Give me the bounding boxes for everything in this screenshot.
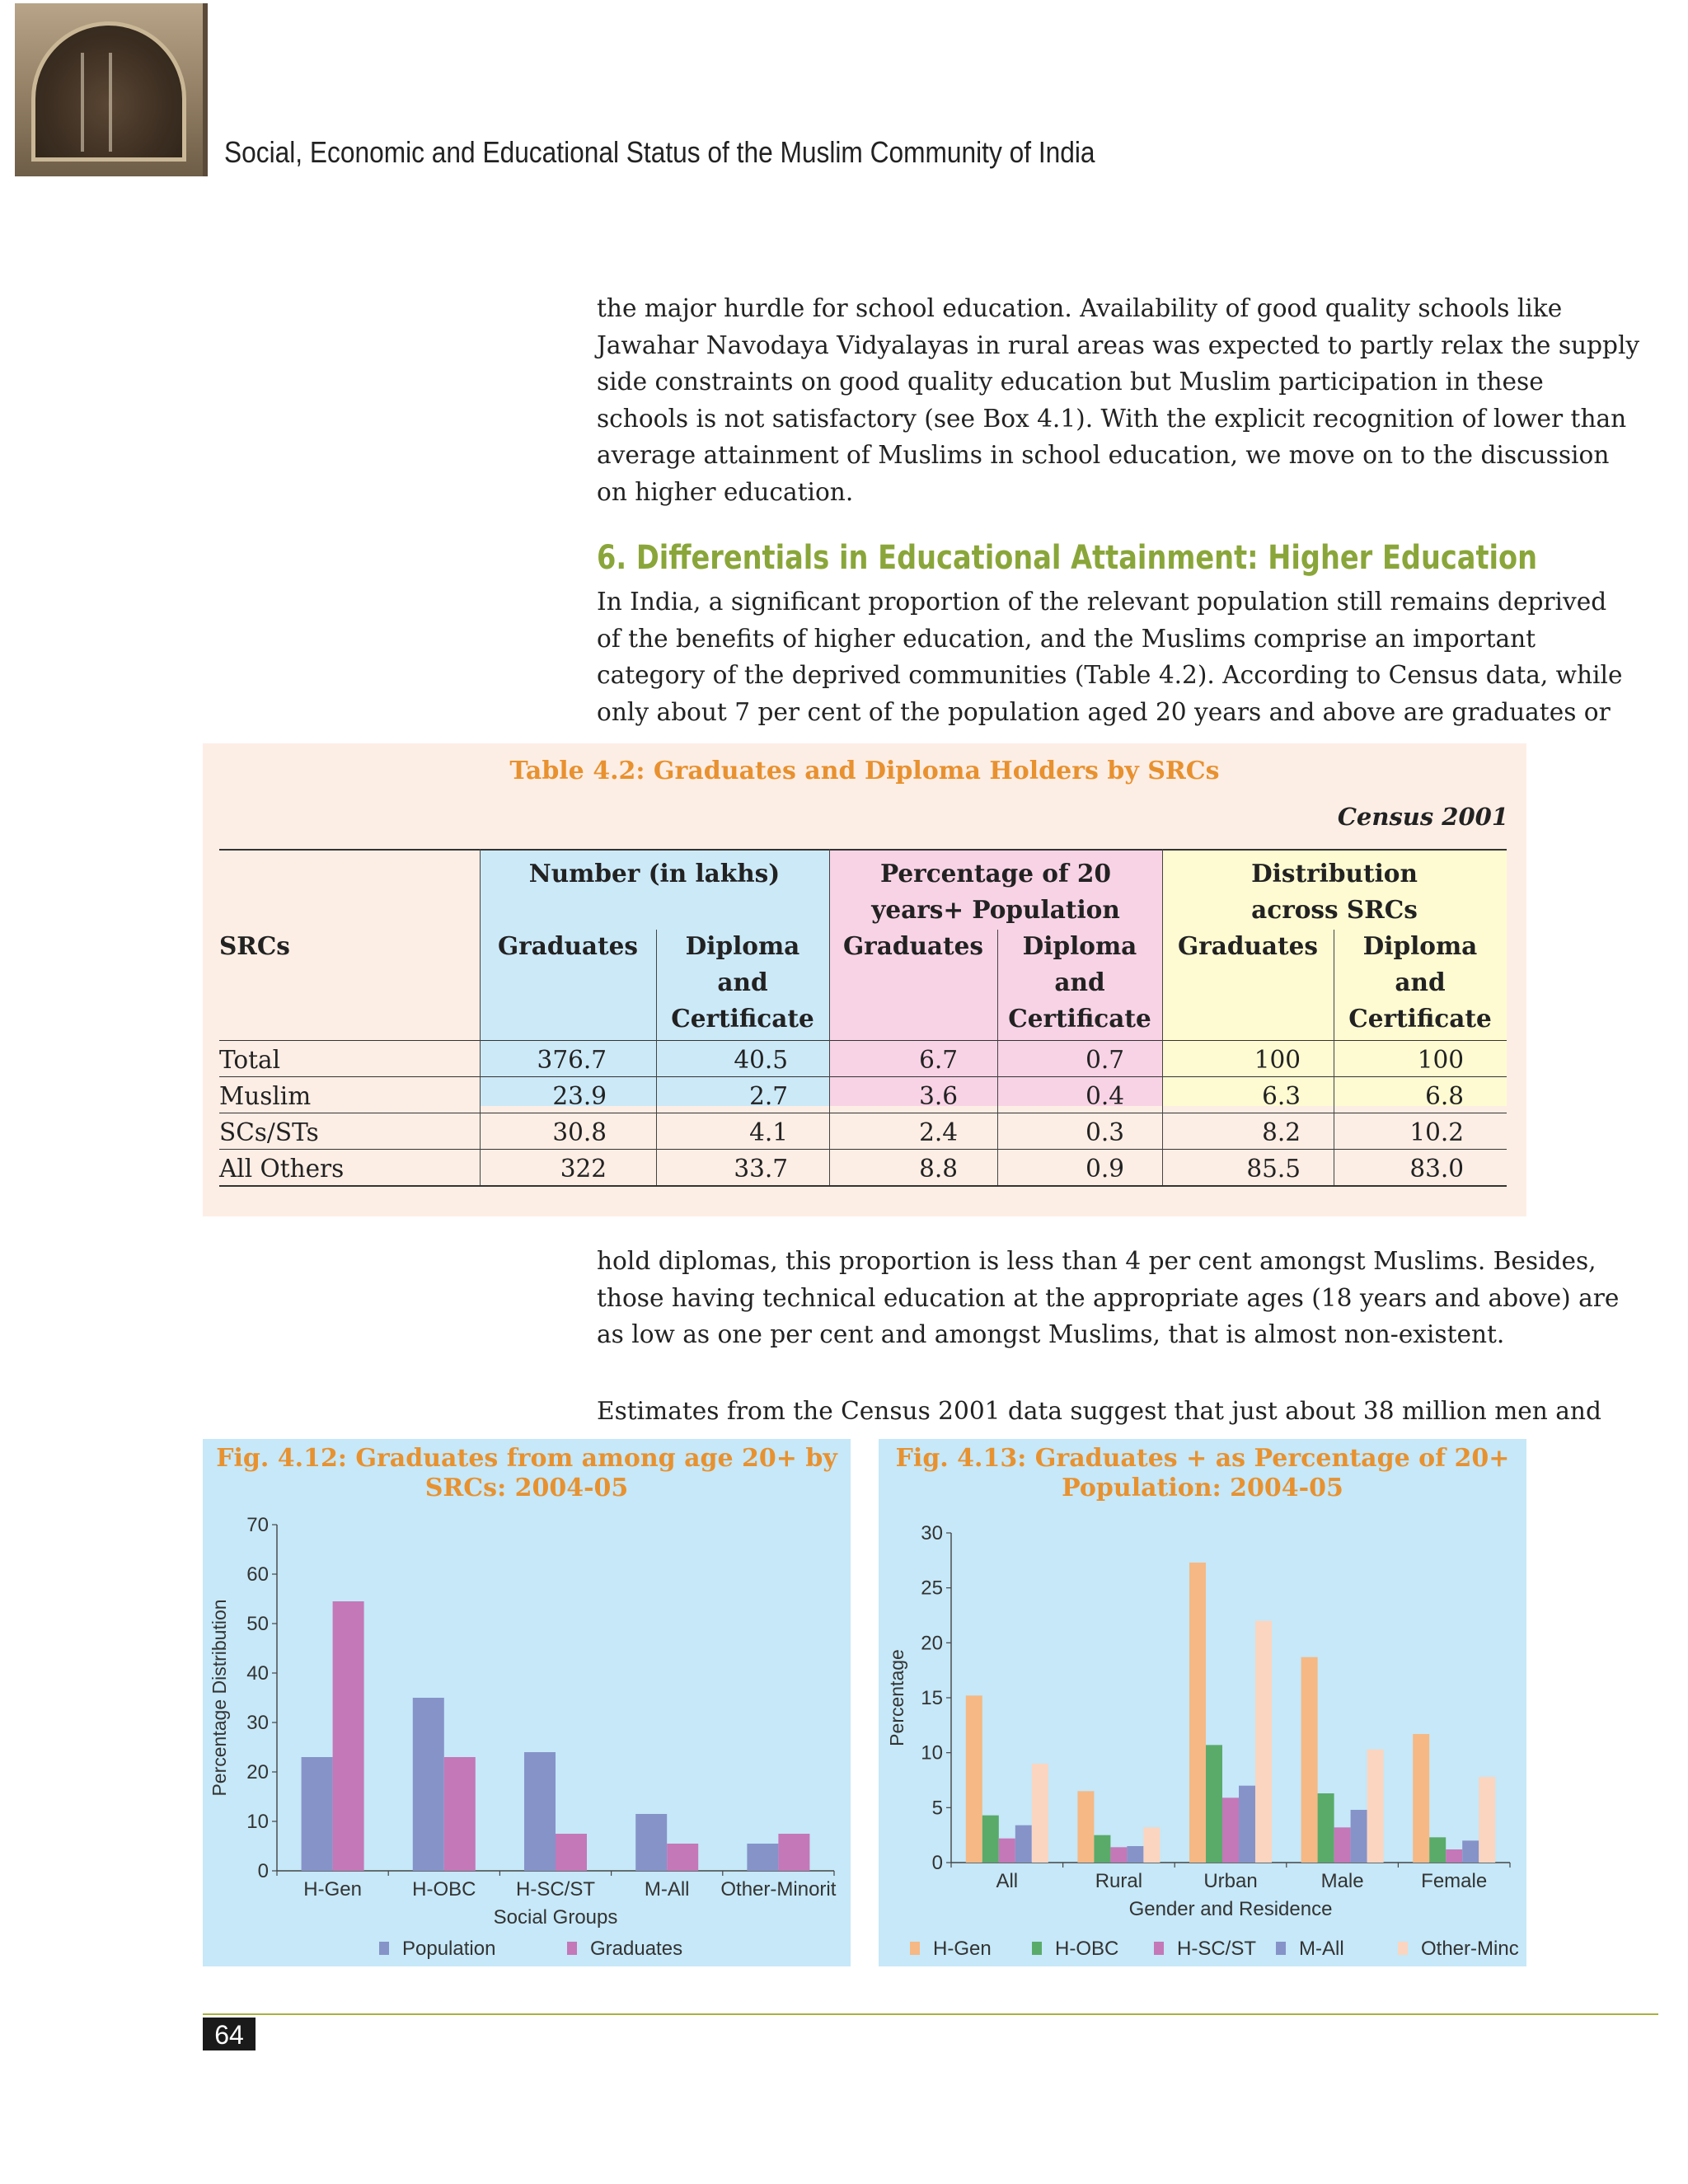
footer-rule [203, 2013, 1658, 2015]
header-diploma: Diploma [685, 931, 800, 960]
figure-4-12 [203, 1439, 851, 1966]
text-line: the major hurdle for school education. Availability of good quality schools like [597, 294, 1563, 322]
bar-population [635, 1814, 667, 1871]
bar-population [413, 1698, 444, 1871]
bar-h-obc [1429, 1837, 1446, 1863]
row-label: Muslim [219, 1082, 312, 1110]
page-number: 64 [203, 2018, 256, 2050]
bar-h-gen [1413, 1734, 1429, 1863]
bar-h-obc [1094, 1835, 1110, 1863]
bar-h-sc-st [1110, 1847, 1127, 1863]
table-cell: 100 [1254, 1046, 1301, 1074]
text-line: In India, a significant proportion of the relevant population still remains deprived [597, 588, 1607, 616]
bar-graduates [667, 1844, 698, 1871]
legend-label: Graduates [590, 1938, 683, 1960]
bar-h-sc-st [1334, 1827, 1351, 1863]
text-line: hold diplomas, this proportion is less than 4 per cent amongst Muslims. Besides, [597, 1247, 1597, 1275]
figure-title-line: Population: 2004-05 [1062, 1474, 1343, 1502]
bar-population [524, 1752, 556, 1871]
legend-swatch [1276, 1942, 1286, 1955]
y-tick-label: 20 [921, 1632, 943, 1655]
y-tick-label: 15 [921, 1687, 943, 1709]
table-cell: 8.8 [919, 1155, 958, 1183]
legend-swatch [1032, 1942, 1042, 1955]
table-cell: 85.5 [1246, 1155, 1301, 1183]
header-diploma: Diploma [1362, 931, 1478, 960]
y-tick-label: 70 [246, 1514, 269, 1536]
table-cell: 10.2 [1409, 1118, 1464, 1146]
legend-label: M-All [1299, 1938, 1344, 1960]
figure-title-line: Fig. 4.12: Graduates from among age 20+ by [216, 1444, 837, 1473]
x-tick-label: M-All [644, 1878, 690, 1900]
table-cell: 6.8 [1425, 1082, 1464, 1110]
bar-other-minc [1255, 1621, 1272, 1863]
bar-h-obc [1318, 1793, 1334, 1863]
x-tick-label: Male [1320, 1870, 1364, 1892]
table-cell: 6.3 [1262, 1082, 1301, 1110]
table-cell: 2.7 [749, 1082, 788, 1110]
x-axis-label: Social Groups [493, 1906, 618, 1929]
chart-fig-4-12 [203, 1439, 851, 1966]
bar-population [747, 1844, 778, 1871]
table-cell: 100 [1417, 1046, 1464, 1074]
bar-h-sc-st [1446, 1849, 1462, 1863]
table-cell: 0.9 [1085, 1155, 1124, 1183]
x-tick-label: Urban [1203, 1870, 1258, 1892]
table-rule-top [219, 849, 1507, 851]
y-tick-label: 0 [931, 1852, 943, 1874]
tree-motif [81, 53, 112, 152]
table-cell: 30.8 [552, 1118, 607, 1146]
row-label: Total [219, 1046, 281, 1074]
paragraph-4 [597, 1393, 1601, 1430]
bar-h-gen [1301, 1657, 1318, 1863]
legend-label: H-SC/ST [1177, 1938, 1256, 1960]
paragraph-3 [597, 1243, 1620, 1353]
bar-other-minc [1479, 1777, 1495, 1863]
header-graduates: Graduates [1177, 931, 1319, 960]
header-number-in-lakhs: Number (in lakhs) [528, 859, 781, 888]
header-diploma: and [1054, 968, 1105, 996]
header-diploma: and [717, 968, 768, 996]
table-cell: 40.5 [734, 1046, 788, 1074]
table-cell: 4.1 [749, 1118, 788, 1146]
y-tick-label: 5 [931, 1797, 943, 1820]
bar-m-all [1462, 1840, 1479, 1863]
text-line: as low as one per cent and amongst Muslims, that is almost non-existent. [597, 1320, 1505, 1348]
table-cell: 23.9 [552, 1082, 607, 1110]
header-graduates: Graduates [842, 931, 984, 960]
chart-fig-4-13 [879, 1439, 1526, 1966]
header-diploma: Certificate [1008, 1004, 1151, 1033]
text-line: on higher education. [597, 477, 854, 506]
y-axis-label: Percentage Distribution [209, 1599, 230, 1797]
row-label: SCs/STs [219, 1118, 319, 1146]
legend-label: Other-Minc [1421, 1938, 1519, 1960]
bar-h-obc [982, 1816, 999, 1863]
bar-population [302, 1757, 333, 1871]
y-tick-label: 20 [246, 1761, 269, 1783]
bar-graduates [333, 1601, 364, 1871]
x-axis-label: Gender and Residence [1128, 1898, 1333, 1920]
bar-graduates [556, 1834, 587, 1871]
y-tick-label: 40 [246, 1662, 269, 1685]
table-cell: 322 [560, 1155, 607, 1183]
legend-label: Population [402, 1938, 496, 1960]
text-line: of the benefits of higher education, and the Muslims comprise an important [597, 624, 1536, 653]
legend-swatch [1398, 1942, 1408, 1955]
table-cell: 6.7 [919, 1046, 958, 1074]
table-cell: 0.3 [1085, 1118, 1124, 1146]
section-heading: 6. Differentials in Educational Attainment: Higher Education [597, 539, 1538, 577]
bar-graduates [444, 1757, 476, 1871]
bar-m-all [1351, 1810, 1367, 1863]
header-diploma: Diploma [1022, 931, 1137, 960]
x-tick-label: H-Gen [303, 1878, 362, 1900]
x-tick-label: H-SC/ST [516, 1878, 595, 1900]
y-tick-label: 10 [246, 1811, 269, 1833]
header-srcs: SRCs [219, 931, 290, 960]
x-tick-label: H-OBC [412, 1878, 476, 1900]
bar-m-all [1015, 1825, 1032, 1863]
x-tick-label: All [996, 1870, 1019, 1892]
figure-4-13 [879, 1439, 1526, 1966]
y-tick-label: 30 [921, 1522, 943, 1544]
bar-other-minc [1367, 1750, 1384, 1863]
header-diploma: Certificate [671, 1004, 814, 1033]
y-tick-label: 60 [246, 1563, 269, 1586]
bar-m-all [1239, 1786, 1255, 1863]
x-tick-label: Female [1421, 1870, 1488, 1892]
y-tick-label: 10 [921, 1741, 943, 1765]
legend-label: H-Gen [933, 1938, 992, 1960]
y-axis-label: Percentage [886, 1649, 907, 1746]
table-cell: 376.7 [537, 1046, 607, 1074]
table-cell: 8.2 [1262, 1118, 1301, 1146]
figure-title-line: Fig. 4.13: Graduates + as Percentage of 20+ [895, 1444, 1510, 1473]
table-cell: 0.7 [1085, 1046, 1124, 1074]
legend-swatch [1154, 1942, 1164, 1955]
bar-other-minc [1143, 1827, 1160, 1863]
bar-other-minc [1032, 1764, 1048, 1863]
y-tick-label: 50 [246, 1613, 269, 1635]
x-tick-label: Other-Minorit [720, 1878, 837, 1900]
bar-m-all [1127, 1846, 1143, 1863]
legend-swatch [567, 1942, 577, 1955]
text-line: only about 7 per cent of the population aged 20 years and above are graduates or [597, 697, 1611, 726]
row-label: All Others [219, 1155, 345, 1183]
bar-h-sc-st [999, 1839, 1015, 1863]
table-cell: 2.4 [919, 1118, 958, 1146]
text-line: Jawahar Navodaya Vidyalayas in rural areas was expected to partly relax the supply [597, 330, 1640, 359]
running-title: Social, Economic and Educational Status of the Muslim Community of India [224, 135, 1095, 169]
table-rule-header [219, 1040, 1507, 1041]
table-cell: 0.4 [1085, 1082, 1124, 1110]
table-source: Census 2001 [1337, 803, 1508, 831]
text-line: side constraints on good quality education but Muslim participation in these [597, 368, 1544, 396]
bar-h-gen [1077, 1791, 1094, 1863]
bar-h-gen [1189, 1563, 1206, 1863]
bar-h-obc [1206, 1745, 1222, 1863]
legend-label: H-OBC [1055, 1938, 1119, 1960]
text-line: average attainment of Muslims in school education, we move on to the discussion [597, 441, 1610, 469]
bar-h-sc-st [1222, 1797, 1239, 1863]
header-distribution-line1: Distribution [1251, 859, 1418, 888]
header-percentage-line1: Percentage of 20 [880, 859, 1111, 888]
bar-graduates [778, 1834, 809, 1871]
header-diploma: Certificate [1348, 1004, 1492, 1033]
table-cell: 83.0 [1409, 1155, 1464, 1183]
header-diploma: and [1395, 968, 1446, 996]
y-tick-label: 25 [921, 1577, 943, 1600]
header-graduates: Graduates [497, 931, 639, 960]
text-line: schools is not satisfactory (see Box 4.1). With the explicit recognition of lower than [597, 404, 1627, 433]
text-line: category of the deprived communities (Table 4.2). According to Census data, while [597, 661, 1623, 689]
figure-title-line: SRCs: 2004-05 [424, 1474, 629, 1502]
y-tick-label: 30 [246, 1712, 269, 1734]
x-tick-label: Rural [1095, 1870, 1143, 1892]
paragraph-1 [597, 290, 1640, 510]
paragraph-2 [597, 583, 1623, 730]
table-4-2 [203, 743, 1526, 1216]
legend-swatch [910, 1942, 920, 1955]
header-photo [15, 3, 208, 176]
header-distribution-line2: across SRCs [1251, 895, 1418, 924]
legend-swatch [379, 1942, 389, 1955]
bar-h-gen [966, 1695, 982, 1863]
y-tick-label: 0 [257, 1860, 269, 1882]
table-cell: 33.7 [734, 1155, 788, 1183]
table-cell: 3.6 [919, 1082, 958, 1110]
text-line: Estimates from the Census 2001 data suggest that just about 38 million men and [597, 1397, 1601, 1425]
header-percentage-line2: years+ Population [871, 895, 1120, 924]
text-line: those having technical education at the appropriate ages (18 years and above) are [597, 1283, 1620, 1312]
table-title: Table 4.2: Graduates and Diploma Holders by SRCs [509, 757, 1220, 785]
